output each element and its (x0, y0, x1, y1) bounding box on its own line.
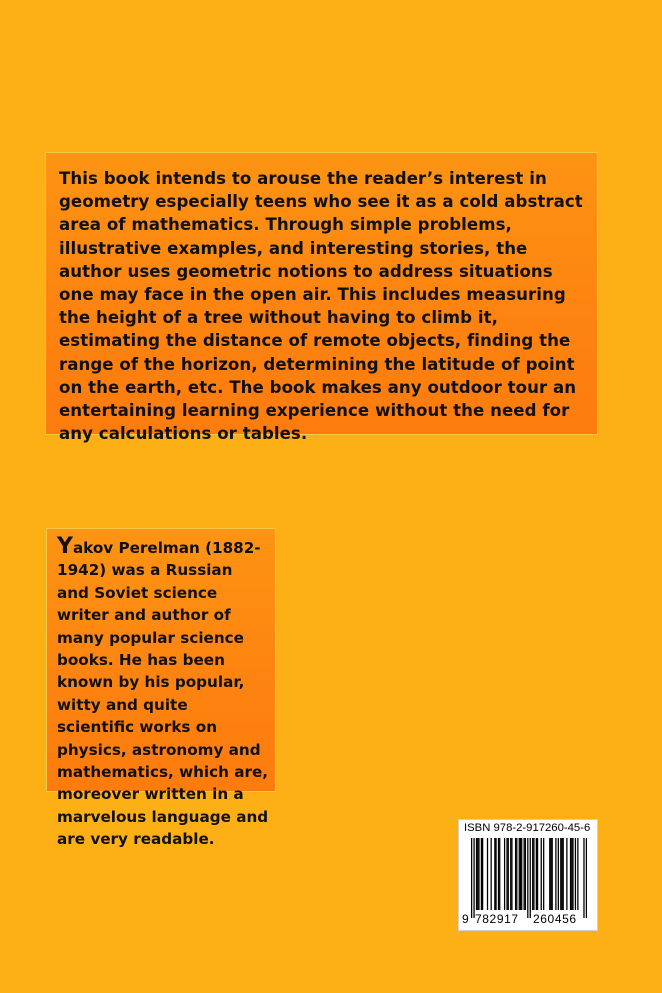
barcode-bar (477, 838, 478, 910)
barcode-guard-bar (586, 838, 587, 918)
barcode-bar (552, 838, 553, 910)
barcode-bar (560, 838, 561, 910)
barcode-bar (495, 838, 496, 910)
barcode-bar (571, 838, 572, 910)
barcode-bar (536, 838, 537, 910)
book-description-panel (45, 152, 598, 444)
barcode-bar (537, 838, 538, 910)
barcode-bar (504, 838, 505, 910)
barcode-bar (515, 838, 516, 910)
barcode-bar (476, 838, 477, 910)
barcode-bar (516, 838, 517, 910)
barcode-bar (478, 838, 479, 910)
barcode-bar (533, 838, 534, 910)
barcode-guard-bar (471, 838, 472, 918)
barcode-bar (570, 838, 571, 910)
barcode-bar (482, 838, 483, 910)
barcode-bar (549, 838, 550, 910)
barcode-bar (561, 838, 562, 910)
barcode-bar (498, 838, 499, 910)
isbn-barcode (458, 819, 598, 931)
author-bio-drop-cap: Y (57, 534, 73, 559)
barcode-guard-bar (527, 838, 528, 918)
barcode-bar (572, 838, 573, 910)
isbn-label: ISBN 978-2-917260-45-6 (464, 822, 591, 834)
barcode-right-digits: 260456 (533, 912, 577, 926)
barcode-bar (499, 838, 500, 910)
barcode-bar (487, 838, 488, 910)
barcode-bar (577, 838, 578, 910)
barcode-bar (521, 838, 522, 910)
author-bio-text (57, 534, 269, 851)
barcode-guard-bar (473, 838, 474, 918)
barcode-left-digits: 782917 (475, 912, 519, 926)
book-description-text: This book intends to arouse the reader’s interest in geometry especially teens who see it as a cold abstract area of mathematics. Through simple problems, illustrative examples, and interesting stories, the author uses geometric notions to address situations one may face in the open air. This includes measuring the height of a tree without having to climb it, estimating the distance of remote objects, finding the range of the horizon, determining the latitude of point on the earth, etc. The book makes any outdoor tour an entertaining learning experience without the need for any calculations or tables. (59, 169, 583, 444)
barcode-bar (558, 838, 559, 910)
barcode-bar (543, 838, 544, 910)
barcode-bar (566, 838, 567, 910)
barcode-bar (575, 838, 576, 910)
barcode-bar (525, 838, 526, 910)
barcode-bar (494, 838, 495, 910)
author-bio-panel (46, 528, 276, 849)
barcode-bar (519, 838, 520, 910)
barcode-bar (520, 838, 521, 910)
barcode-bar (510, 838, 511, 910)
barcode-bar (524, 838, 525, 910)
barcode-bar (491, 838, 492, 910)
barcode-bar (532, 838, 533, 910)
barcode-bar (550, 838, 551, 910)
barcode-bar (511, 838, 512, 910)
barcode-guard-bar (583, 838, 584, 918)
barcode-bar (541, 838, 542, 910)
barcode-bar (481, 838, 482, 910)
barcode-bar (563, 838, 564, 910)
barcode-guard-bar (530, 838, 531, 918)
barcode-bar (555, 838, 556, 910)
barcode-bar (506, 838, 507, 910)
barcode-lead-digit: 9 (462, 912, 469, 926)
barcode-bar (508, 838, 509, 910)
author-bio-body: akov Perelman (1882-1942) was a Russian and Soviet science writer and author of many popular science books. He has been known by his popular, witty and quite scientific works on physics, astronomy and mathematics, which are, moreover written in a marvelous language and are very readable. (57, 539, 269, 849)
